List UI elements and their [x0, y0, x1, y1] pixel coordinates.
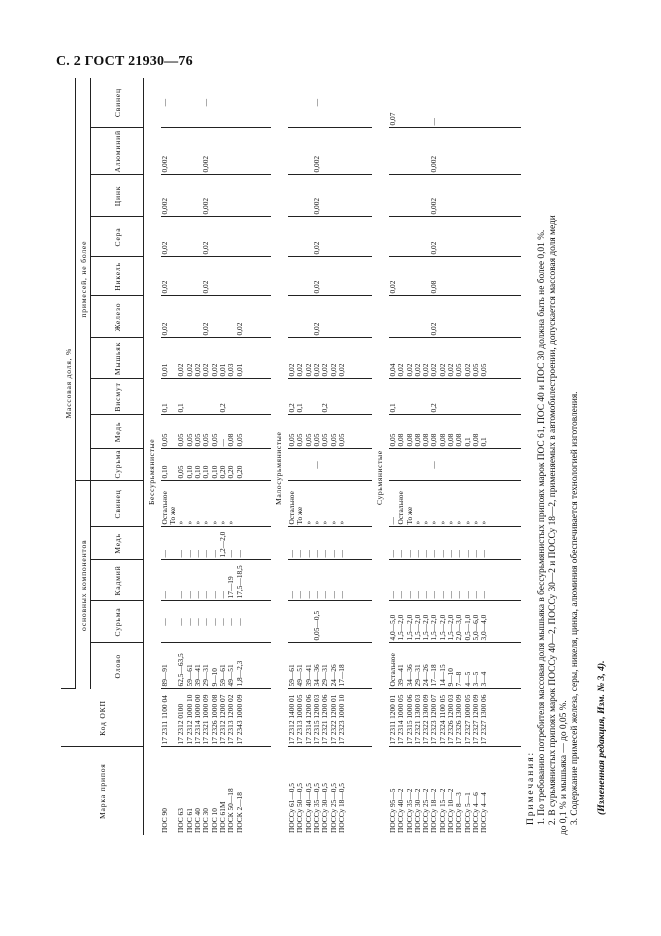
cell-imp-lead: 0,07 —: [389, 78, 521, 128]
col-mass-fraction: Массовая доля, %: [61, 78, 76, 689]
col-impurities: примесей, не более: [76, 78, 91, 481]
col-okp: Код ОКП: [61, 689, 144, 747]
cell-okp: 17 2311 1100 04 17 2312 0100 17 2312 1000 10 17 2314 1000 00 17 2321 1000 09 17 2326 1000 08 17 2312 1200 07 17 2313 1200 02 17 2343 1000 09: [161, 689, 271, 747]
cell-imp-antimony: 0,10 0,05 0,10 0,10 0,10 0,10 0,20 0,20 0,20: [161, 449, 271, 481]
col-lead: Свинец: [91, 481, 144, 527]
cell-sulfur: 0,02: [389, 217, 521, 257]
amendment-note: (Измененная редакция, Изм. № 3, 4).: [596, 660, 607, 815]
cell-lead: Остальное То же » » » » » » »: [161, 481, 271, 527]
cell-imp-copper: 0,05 0,05 0,05 0,05 0,05 0,05 0,05: [288, 415, 372, 449]
cell-zinc: 0,002 0,002: [161, 175, 271, 217]
cell-imp-lead: — —: [161, 78, 271, 128]
cell-antimony: 4,0—5,0 1,5—2,0 1,5—2,0 1,5—2,0 1,5—2,0 1,5—2,0 1,5—2,0 1,5—2,0 2,0—3,0 0,5—1,0 5,0—6,0 3,0—4,0: [389, 601, 521, 643]
cell-okp: 17 2312 1400 01 17 2313 1000 05 17 2314 1200 06 17 2315 1200 03 17 2321 1200 06 17 2322 1200 01 17 2323 1000 10: [288, 689, 372, 747]
cell-okp: 17 2311 1200 01 17 2314 1000 05 17 2315 1000 06 17 2321 1300 03 17 2322 1300 09 17 2323 1200 07 17 2324 1100 05 17 2326 1200 03 17 2326 1300 09 17 2327 1000 05 17 2327 1200 09 17 2327 1300 06: [389, 689, 521, 747]
table-row: [389, 78, 521, 835]
cell-iron: 0,02 0,02 0,02: [161, 296, 271, 338]
note-2-cont: до 0,1 % и мышьяка — до 0,05 %.: [559, 700, 569, 835]
cell-zinc: 0,002: [389, 175, 521, 217]
note-1: 1. По требованию потребителя массовая доля мышьяка в бессурьмянистых припоях марок ПОС 61, ПОС 40 и ПОС 30 должна быть не более 0,01 %.: [537, 229, 547, 825]
col-imp-antimony: Сурьма: [91, 449, 144, 481]
cell-lead: — Остальное То же » » » » » » » » »: [389, 481, 521, 527]
cell-antimony: 0,05—0,5: [288, 601, 372, 643]
note-2: 2. В сурьмянистых припоях марок ПОССу 40—2, ПОССу 30—2 и ПОССу 18—2, применяемых в автомобилестроении, допускается массовая доля меди: [548, 215, 558, 825]
cell-cadmium: — — — — — — — 17—19 17,5—18,5: [161, 560, 271, 601]
section-title: Бессурьмянистые: [147, 438, 156, 505]
table-row: [161, 78, 271, 835]
section-title: Сурьмянистые: [375, 450, 385, 505]
col-imp-copper: Медь: [91, 415, 144, 449]
cell-imp-copper: 0,05 0,08 0,08 0,08 0,08 0,08 0,08 0,08 0,08 0,1 0,08 0,1: [389, 415, 521, 449]
cell-tin: Остальное 39—41 34—36 29—31 24—26 17—18 14—15 9—10 7—8 4—5 3—5 3—4: [389, 643, 521, 689]
cell-imp-lead: —: [288, 78, 372, 128]
section-title: Малосурьмянистые: [274, 431, 284, 505]
cell-bismuth: 0,2 0,1 0,2: [288, 379, 372, 415]
cell-aluminium: 0,002: [288, 128, 372, 175]
cell-imp-antimony: —: [288, 449, 372, 481]
table-container: [61, 78, 612, 835]
solder-composition-table: [61, 78, 521, 835]
cell-arsenic: 0,04 0,02 0,02 0,02 0,02 0,02 0,02 0,02 0,05 0,02 0,05 0,05: [389, 338, 521, 379]
cell-zinc: 0,002: [288, 175, 372, 217]
col-aluminium: Алюминий: [91, 128, 144, 175]
cell-nickel: 0,02 0,08: [389, 257, 521, 296]
cell-cadmium: — — — — — — —: [288, 560, 372, 601]
col-iron: Железо: [91, 296, 144, 338]
rotated-table-block: [61, 78, 612, 835]
cell-bismuth: 0,1 0,2: [389, 379, 521, 415]
cell-arsenic: 0,01 0,02 0,02 0,02 0,02 0,02 0,01 0,03 0,01: [161, 338, 271, 379]
cell-sulfur: 0,02 0,02: [161, 217, 271, 257]
cell-lead: Остальное То же » » » » »: [288, 481, 372, 527]
cell-bismuth: 0,1 0,1 0,2: [161, 379, 271, 415]
col-bismuth: Висмут: [91, 379, 144, 415]
col-zinc: Цинк: [91, 175, 144, 217]
cell-grade: ПОС 90 ПОС 63 ПОС 61 ПОС 40 ПОС 30 ПОС 10 ПОС 61М ПОСК 50—18 ПОСК 2—18: [159, 788, 244, 833]
cell-antimony: — — — — — — — — —: [161, 601, 271, 643]
cell-imp-antimony: —: [389, 449, 521, 481]
col-imp-lead: Свинец: [91, 78, 144, 128]
cell-imp-copper: 0,05 0,05 0,05 0,05 0,05 0,05 — 0,08 0,05: [161, 415, 271, 449]
col-copper: Медь: [91, 527, 144, 560]
table-row: [288, 78, 372, 835]
notes-title: Примечания:: [526, 750, 536, 825]
cell-copper: — — — — — — 1,2—2,0 — —: [161, 527, 271, 560]
col-antimony: Сурьма: [91, 601, 144, 643]
page-header: С. 2 ГОСТ 21930—76: [56, 54, 193, 69]
cell-copper: — — — — — — —: [288, 527, 372, 560]
cell-tin: 89—91 62,5—63,5 59—61 39—41 29—31 9—10 59—61 49—51 1,8—2,3: [161, 643, 271, 689]
cell-aluminium: 0,002 0,002: [161, 128, 271, 175]
col-sulfur: Сера: [91, 217, 144, 257]
cell-tin: 59—61 49—51 39—41 34—36 29—31 24—26 17—18: [288, 643, 372, 689]
cell-aluminium: 0,002: [389, 128, 521, 175]
cell-iron: 0,02: [288, 296, 372, 338]
col-grade: Марка припоя: [61, 747, 144, 835]
cell-nickel: 0,02: [288, 257, 372, 296]
col-tin: Олово: [91, 643, 144, 689]
cell-nickel: 0,02 0,02: [161, 257, 271, 296]
cell-grade: ПОССу 95—5 ПОССу 40—2 ПОССу 35—2 ПОССу 30—2 ПОССу 25—2 ПОССу 18—2 ПОССу 15—2 ПОССу 10—2 ПОССу 8—3 ПОССу 5—1 ПОССу 4—6 ПОССу 4—4: [387, 788, 489, 833]
cell-arsenic: 0,02 0,02 0,02 0,02 0,02 0,02 0,02: [288, 338, 372, 379]
note-3: 3. Содержание примесей железа, серы, никеля, цинка, алюминия обеспечивается технологией изготовления.: [570, 391, 580, 825]
col-cadmium: Кадмий: [91, 560, 144, 601]
col-main-components: основных компонентов: [76, 481, 91, 689]
cell-iron: 0,02: [389, 296, 521, 338]
notes-block: [526, 78, 581, 835]
cell-sulfur: 0,02: [288, 217, 372, 257]
cell-grade: ПОССу 61—0,5 ПОССу 50—0,5 ПОССу 40—0,5 ПОССу 35—0,5 ПОССу 30—0,5 ПОССу 25—0,5 ПОССу 18—0,5: [287, 782, 346, 833]
cell-cadmium: — — — — — — — — — — — —: [389, 560, 521, 601]
col-nickel: Никель: [91, 257, 144, 296]
cell-copper: — — — — — — — — — — — —: [389, 527, 521, 560]
col-arsenic: Мышьяк: [91, 338, 144, 379]
